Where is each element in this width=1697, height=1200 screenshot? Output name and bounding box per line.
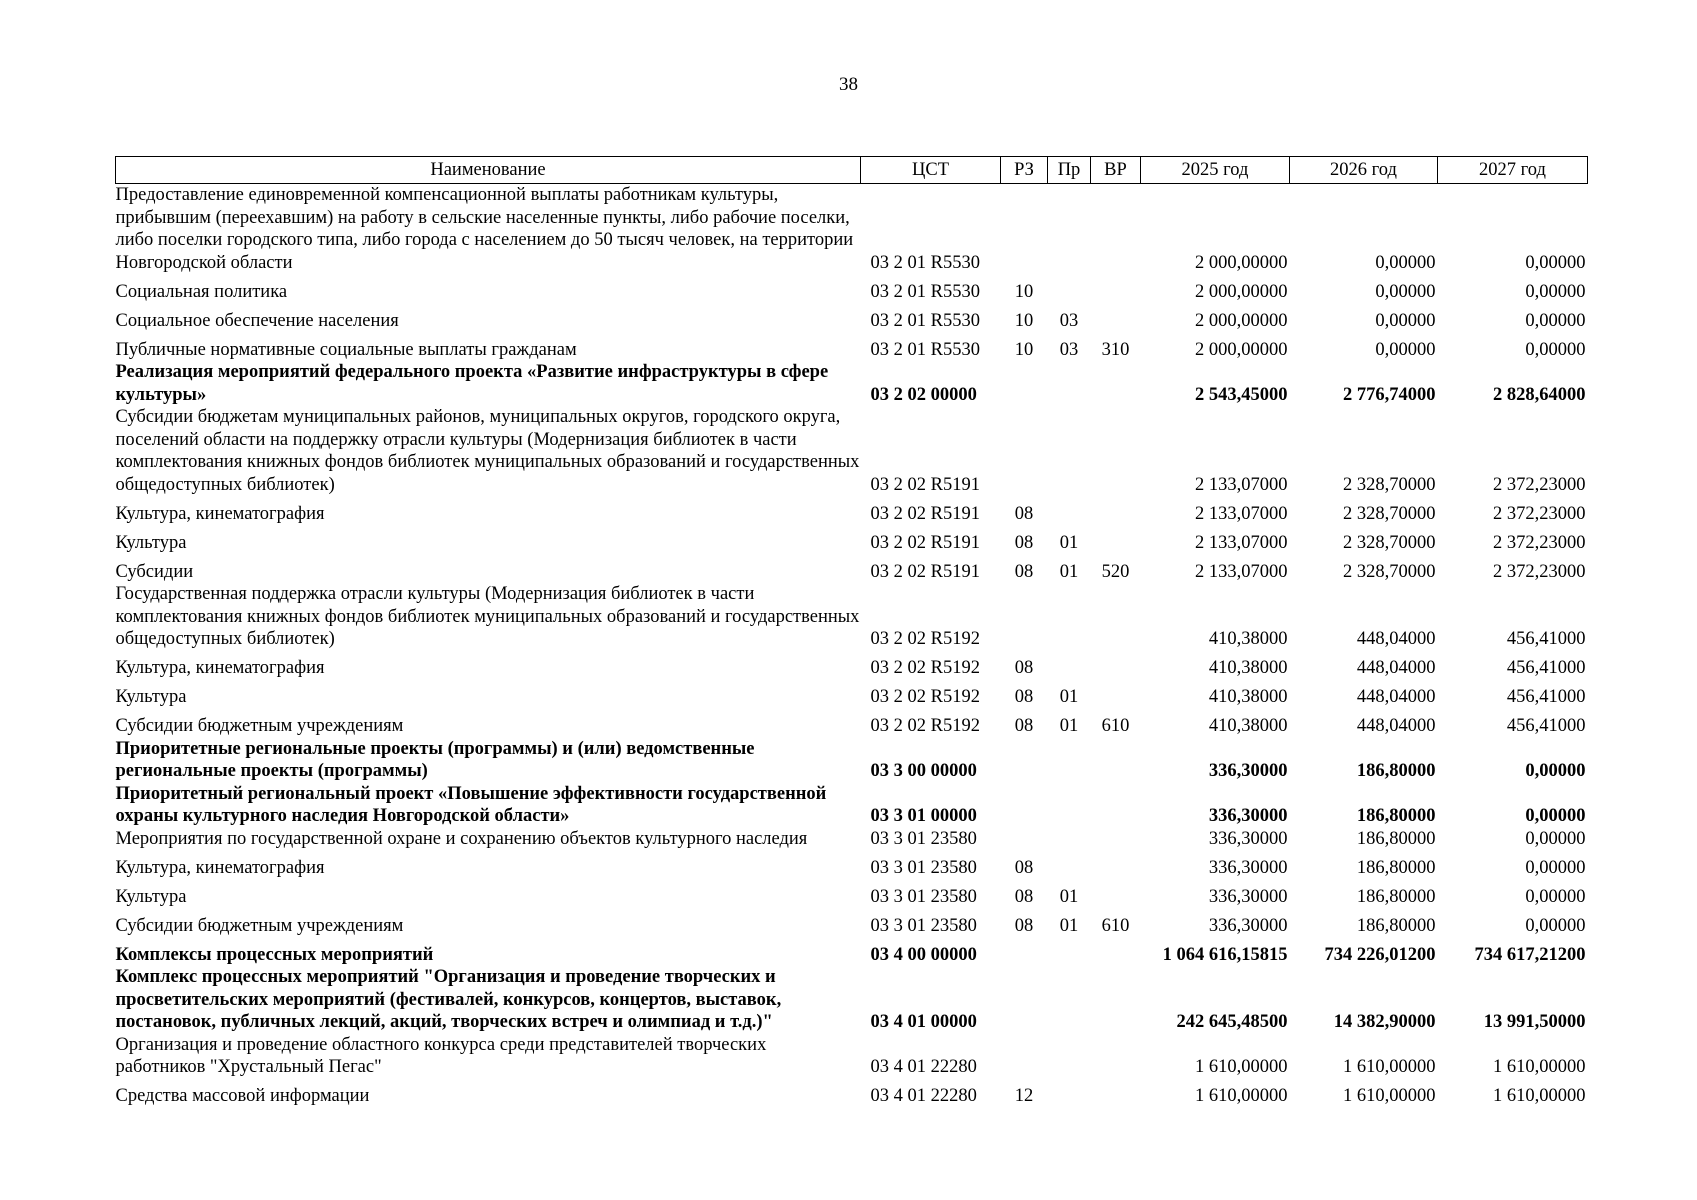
row-2027-cell: 2 828,64000 (1493, 384, 1586, 405)
row-2027-cell: 0,00000 (1525, 310, 1586, 331)
row-name-cell: Социальное обеспечение населения (115, 310, 399, 331)
row-2026-cell: 2 328,70000 (1343, 503, 1436, 524)
row-2025-cell: 1 610,00000 (1195, 1057, 1288, 1077)
row-2025-cell: 242 645,48500 (1176, 1012, 1288, 1032)
row-pr-cell (1048, 850, 1091, 879)
row-vr-cell (1091, 406, 1141, 496)
row-2025-cell: 1 610,00000 (1195, 1086, 1288, 1106)
row-2027-cell: 0,00000 (1525, 886, 1586, 907)
row-2025-cell: 2 133,07000 (1195, 474, 1288, 495)
header-vr: ВР (1091, 157, 1141, 184)
row-cst-cell: 03 2 01 R5530 (870, 310, 980, 331)
header-pr: Пр (1048, 157, 1091, 184)
row-rz-cell (1001, 828, 1048, 851)
row-vr-cell (1091, 184, 1141, 275)
row-vr-cell: 520 (1101, 561, 1130, 582)
table-row (116, 783, 1588, 828)
row-rz-cell: 08 (1014, 561, 1034, 582)
row-2026-cell: 0,00000 (1375, 281, 1436, 302)
row-cst-cell: 03 2 01 R5530 (870, 281, 980, 302)
row-name-cell: Комплексы процессных мероприятий (115, 944, 434, 965)
row-2025-cell: 336,30000 (1208, 886, 1288, 907)
row-2025-cell: 2 000,00000 (1195, 281, 1288, 302)
row-vr-cell (1091, 1079, 1141, 1108)
table-row (116, 908, 1588, 937)
row-rz-cell: 10 (1014, 310, 1034, 331)
row-name-cell: Средства массовой информации (115, 1086, 370, 1106)
row-rz-cell (1001, 1034, 1048, 1079)
row-2027-cell: 456,41000 (1506, 658, 1586, 678)
row-vr-cell (1091, 828, 1141, 851)
row-cst-cell: 03 4 01 22280 (870, 1086, 977, 1106)
row-2025-cell: 336,30000 (1208, 915, 1288, 936)
row-2026-cell: 734 226,01200 (1324, 944, 1436, 965)
row-cst-cell: 03 2 02 R5191 (870, 532, 980, 553)
row-rz-cell: 08 (1014, 716, 1034, 736)
row-name-cell: Культура, кинематография (115, 857, 325, 878)
row-2027-cell: 1 610,00000 (1493, 1086, 1586, 1106)
row-rz-cell (1001, 783, 1048, 828)
row-cst-cell: 03 4 01 00000 (870, 1012, 977, 1032)
row-2027-cell: 1 610,00000 (1493, 1057, 1586, 1077)
row-2027-cell: 456,41000 (1506, 629, 1586, 649)
row-pr-cell: 01 (1059, 716, 1079, 736)
table-row (116, 937, 1588, 966)
row-vr-cell (1091, 783, 1141, 828)
row-cst-cell: 03 2 02 R5192 (870, 716, 980, 736)
row-2025-cell: 410,38000 (1208, 658, 1288, 678)
row-2026-cell: 186,80000 (1356, 761, 1436, 781)
row-2025-cell: 2 000,00000 (1195, 252, 1288, 273)
row-name-cell: Публичные нормативные социальные выплаты гражданам (115, 339, 577, 360)
row-vr-cell: 610 (1101, 915, 1130, 936)
row-cst-cell: 03 4 01 22280 (870, 1057, 977, 1077)
row-2026-cell: 186,80000 (1356, 828, 1436, 849)
row-vr-cell (1091, 583, 1141, 651)
row-2025-cell: 410,38000 (1208, 716, 1288, 736)
row-pr-cell (1048, 651, 1091, 680)
row-rz-cell (1001, 361, 1048, 406)
row-rz-cell: 08 (1014, 532, 1034, 553)
row-pr-cell: 01 (1059, 886, 1079, 907)
row-rz-cell: 08 (1014, 915, 1034, 936)
row-2026-cell: 448,04000 (1356, 658, 1436, 678)
row-2025-cell: 2 000,00000 (1195, 310, 1288, 331)
row-2025-cell: 2 543,45000 (1195, 384, 1288, 405)
row-vr-cell (1091, 361, 1141, 406)
row-cst-cell: 03 2 02 R5191 (870, 503, 980, 524)
row-cst-cell: 03 2 01 R5530 (870, 339, 980, 360)
row-pr-cell: 01 (1059, 915, 1079, 936)
row-pr-cell (1048, 361, 1091, 406)
row-vr-cell (1091, 274, 1141, 303)
budget-table (115, 156, 1588, 1108)
row-name-cell: Культура, кинематография (115, 658, 325, 678)
row-pr-cell (1048, 274, 1091, 303)
header-2026: 2026 год (1290, 157, 1438, 184)
row-2026-cell: 448,04000 (1356, 629, 1436, 649)
row-pr-cell (1048, 496, 1091, 525)
row-pr-cell: 01 (1059, 561, 1079, 582)
row-rz-cell (1001, 406, 1048, 496)
row-rz-cell: 10 (1014, 339, 1034, 360)
row-pr-cell: 03 (1059, 339, 1079, 360)
row-rz-cell (1001, 583, 1048, 651)
row-name-cell: Комплекс процессных мероприятий "Организация и проведение творческих и просветительских мероприятий (фестивалей, конкурсов, концертов, выставок, постановок, публичных лекций, акций, творческих встреч и олимпиад и т.д.)" (115, 967, 782, 1032)
table-row (116, 1079, 1588, 1108)
row-2025-cell: 336,30000 (1208, 828, 1288, 849)
row-rz-cell: 10 (1014, 281, 1034, 302)
row-cst-cell: 03 3 00 00000 (870, 761, 977, 781)
row-2025-cell: 2 000,00000 (1195, 339, 1288, 360)
row-rz-cell (1001, 738, 1048, 783)
row-2027-cell: 13 991,50000 (1483, 1012, 1586, 1032)
row-2025-cell: 2 133,07000 (1195, 532, 1288, 553)
table-row (116, 1034, 1588, 1079)
row-2027-cell: 2 372,23000 (1493, 561, 1586, 582)
row-cst-cell: 03 3 01 23580 (870, 915, 977, 936)
row-2026-cell: 2 776,74000 (1343, 384, 1436, 405)
row-rz-cell (1001, 966, 1048, 1034)
row-cst-cell: 03 3 01 23580 (870, 828, 977, 849)
table-row (116, 406, 1588, 496)
row-vr-cell (1091, 879, 1141, 908)
row-2025-cell: 410,38000 (1208, 687, 1288, 707)
row-2026-cell: 186,80000 (1356, 886, 1436, 907)
row-2026-cell: 14 382,90000 (1333, 1012, 1436, 1032)
table-row (116, 303, 1588, 332)
row-2027-cell: 2 372,23000 (1493, 474, 1586, 495)
row-2026-cell: 186,80000 (1356, 806, 1436, 826)
row-vr-cell (1091, 966, 1141, 1034)
row-2026-cell: 0,00000 (1375, 252, 1436, 273)
row-name-cell: Культура (115, 687, 187, 707)
table-header (116, 157, 1588, 184)
row-vr-cell (1091, 525, 1141, 554)
row-cst-cell: 03 2 01 R5530 (870, 252, 980, 273)
row-name-cell: Культура, кинематография (115, 503, 325, 524)
row-2026-cell: 0,00000 (1375, 339, 1436, 360)
table-row (116, 332, 1588, 361)
table-row (116, 966, 1588, 1034)
header-rz: РЗ (1001, 157, 1048, 184)
row-cst-cell: 03 3 01 23580 (870, 857, 977, 878)
row-pr-cell (1048, 966, 1091, 1034)
row-2025-cell: 1 064 616,15815 (1162, 944, 1288, 965)
row-2026-cell: 186,80000 (1356, 915, 1436, 936)
row-2025-cell: 2 133,07000 (1195, 503, 1288, 524)
row-2027-cell: 0,00000 (1525, 252, 1586, 273)
row-vr-cell (1091, 937, 1141, 966)
row-cst-cell: 03 4 00 00000 (870, 944, 977, 965)
row-2026-cell: 0,00000 (1375, 310, 1436, 331)
row-name-cell: Субсидии бюджетным учреждениям (115, 716, 404, 736)
row-name-cell: Культура (115, 532, 187, 553)
table-row (116, 274, 1588, 303)
row-2027-cell: 0,00000 (1525, 339, 1586, 360)
row-2025-cell: 336,30000 (1208, 806, 1288, 826)
row-2025-cell: 336,30000 (1208, 857, 1288, 878)
row-2026-cell: 2 328,70000 (1343, 561, 1436, 582)
row-2027-cell: 2 372,23000 (1493, 532, 1586, 553)
header-row (116, 157, 1588, 184)
row-vr-cell (1091, 496, 1141, 525)
row-2026-cell: 1 610,00000 (1343, 1057, 1436, 1077)
row-2026-cell: 186,80000 (1356, 857, 1436, 878)
table-row (116, 361, 1588, 406)
header-2025: 2025 год (1141, 157, 1290, 184)
table-row (116, 583, 1588, 651)
row-vr-cell (1091, 680, 1141, 709)
header-cst: ЦСТ (861, 157, 1001, 184)
row-name-cell: Приоритетный региональный проект «Повышение эффективности государственной охраны культурного наследия Новгородской области» (115, 783, 827, 826)
table-row (116, 496, 1588, 525)
row-2027-cell: 0,00000 (1525, 828, 1586, 849)
row-rz-cell: 08 (1014, 658, 1034, 678)
table-row (116, 738, 1588, 783)
table-row (116, 709, 1588, 738)
row-name-cell: Субсидии бюджетным учреждениям (115, 915, 404, 936)
row-vr-cell (1091, 303, 1141, 332)
table-body (116, 184, 1588, 1108)
row-name-cell: Реализация мероприятий федерального проекта «Развитие инфраструктуры в сфере культуры» (115, 362, 829, 405)
row-rz-cell: 08 (1014, 503, 1034, 524)
row-name-cell: Культура (115, 886, 187, 907)
row-2026-cell: 2 328,70000 (1343, 474, 1436, 495)
table-row (116, 184, 1588, 275)
row-vr-cell (1091, 738, 1141, 783)
row-rz-cell (1001, 937, 1048, 966)
row-name-cell: Субсидии (115, 561, 194, 582)
row-name-cell: Государственная поддержка отрасли культуры (Модернизация библиотек в части комплектования книжных фондов библиотек муниципальных образований и государственных общедоступных библиотек) (115, 584, 860, 649)
row-name-cell: Организация и проведение областного конкурса среди представителей творческих работников "Хрустальный Пегас" (115, 1034, 767, 1077)
row-pr-cell (1048, 583, 1091, 651)
row-2026-cell: 448,04000 (1356, 716, 1436, 736)
row-vr-cell (1091, 1034, 1141, 1079)
row-pr-cell (1048, 1079, 1091, 1108)
table-row (116, 554, 1588, 583)
row-vr-cell (1091, 651, 1141, 680)
table-row (116, 828, 1588, 851)
page-number: 38 (839, 74, 858, 95)
row-pr-cell (1048, 184, 1091, 275)
row-2026-cell: 1 610,00000 (1343, 1086, 1436, 1106)
row-cst-cell: 03 2 02 R5192 (870, 629, 980, 649)
row-vr-cell (1091, 850, 1141, 879)
row-cst-cell: 03 2 02 R5192 (870, 658, 980, 678)
row-pr-cell: 01 (1059, 532, 1079, 553)
row-name-cell: Мероприятия по государственной охране и сохранению объектов культурного наследия (115, 828, 808, 849)
row-2027-cell: 0,00000 (1525, 806, 1586, 826)
row-cst-cell: 03 3 01 00000 (870, 806, 977, 826)
row-pr-cell (1048, 1034, 1091, 1079)
row-cst-cell: 03 2 02 R5191 (870, 561, 980, 582)
row-rz-cell: 08 (1014, 886, 1034, 907)
row-2027-cell: 456,41000 (1506, 687, 1586, 707)
row-name-cell: Субсидии бюджетам муниципальных районов, муниципальных округов, городского округа, поселений области на поддержку отрасли культуры (Модернизация библиотек в части комплектования книжных фондов библиотек муниципальных образований и государственных общедоступных библиотек) (115, 407, 860, 495)
row-pr-cell (1048, 937, 1091, 966)
table-row (116, 651, 1588, 680)
table-row (116, 680, 1588, 709)
row-name-cell: Приоритетные региональные проекты (программы) и (или) ведомственные региональные проекты (программы) (115, 738, 755, 781)
row-vr-cell: 310 (1101, 339, 1130, 360)
row-rz-cell (1001, 184, 1048, 275)
row-pr-cell (1048, 783, 1091, 828)
row-2025-cell: 410,38000 (1208, 629, 1288, 649)
row-rz-cell: 12 (1014, 1086, 1034, 1106)
row-2026-cell: 2 328,70000 (1343, 532, 1436, 553)
header-name: Наименование (116, 157, 861, 184)
row-2025-cell: 336,30000 (1208, 761, 1288, 781)
row-name-cell: Социальная политика (115, 281, 288, 302)
row-2025-cell: 2 133,07000 (1195, 561, 1288, 582)
row-2026-cell: 448,04000 (1356, 687, 1436, 707)
table-row (116, 525, 1588, 554)
row-rz-cell: 08 (1014, 687, 1034, 707)
row-pr-cell (1048, 738, 1091, 783)
row-cst-cell: 03 3 01 23580 (870, 886, 977, 907)
row-rz-cell: 08 (1014, 857, 1034, 878)
row-2027-cell: 0,00000 (1525, 857, 1586, 878)
row-cst-cell: 03 2 02 00000 (870, 384, 977, 405)
row-pr-cell: 01 (1059, 687, 1079, 707)
row-2027-cell: 0,00000 (1525, 761, 1586, 781)
row-pr-cell (1048, 828, 1091, 851)
row-2027-cell: 2 372,23000 (1493, 503, 1586, 524)
header-2027: 2027 год (1438, 157, 1588, 184)
row-2027-cell: 456,41000 (1506, 716, 1586, 736)
row-2027-cell: 0,00000 (1525, 915, 1586, 936)
row-pr-cell: 03 (1059, 310, 1079, 331)
table-row (116, 879, 1588, 908)
row-cst-cell: 03 2 02 R5191 (870, 474, 980, 495)
row-cst-cell: 03 2 02 R5192 (870, 687, 980, 707)
table-row (116, 850, 1588, 879)
row-pr-cell (1048, 406, 1091, 496)
row-vr-cell: 610 (1101, 716, 1130, 736)
row-2027-cell: 0,00000 (1525, 281, 1586, 302)
row-2027-cell: 734 617,21200 (1474, 944, 1586, 965)
row-name-cell: Предоставление единовременной компенсационной выплаты работникам культуры, прибывшим (переехавшим) на работу в сельские населенные пункты, либо рабочие поселки, либо поселки городского типа, либо города с населением до 50 тысяч человек, на территории Новгородской области (115, 185, 854, 273)
